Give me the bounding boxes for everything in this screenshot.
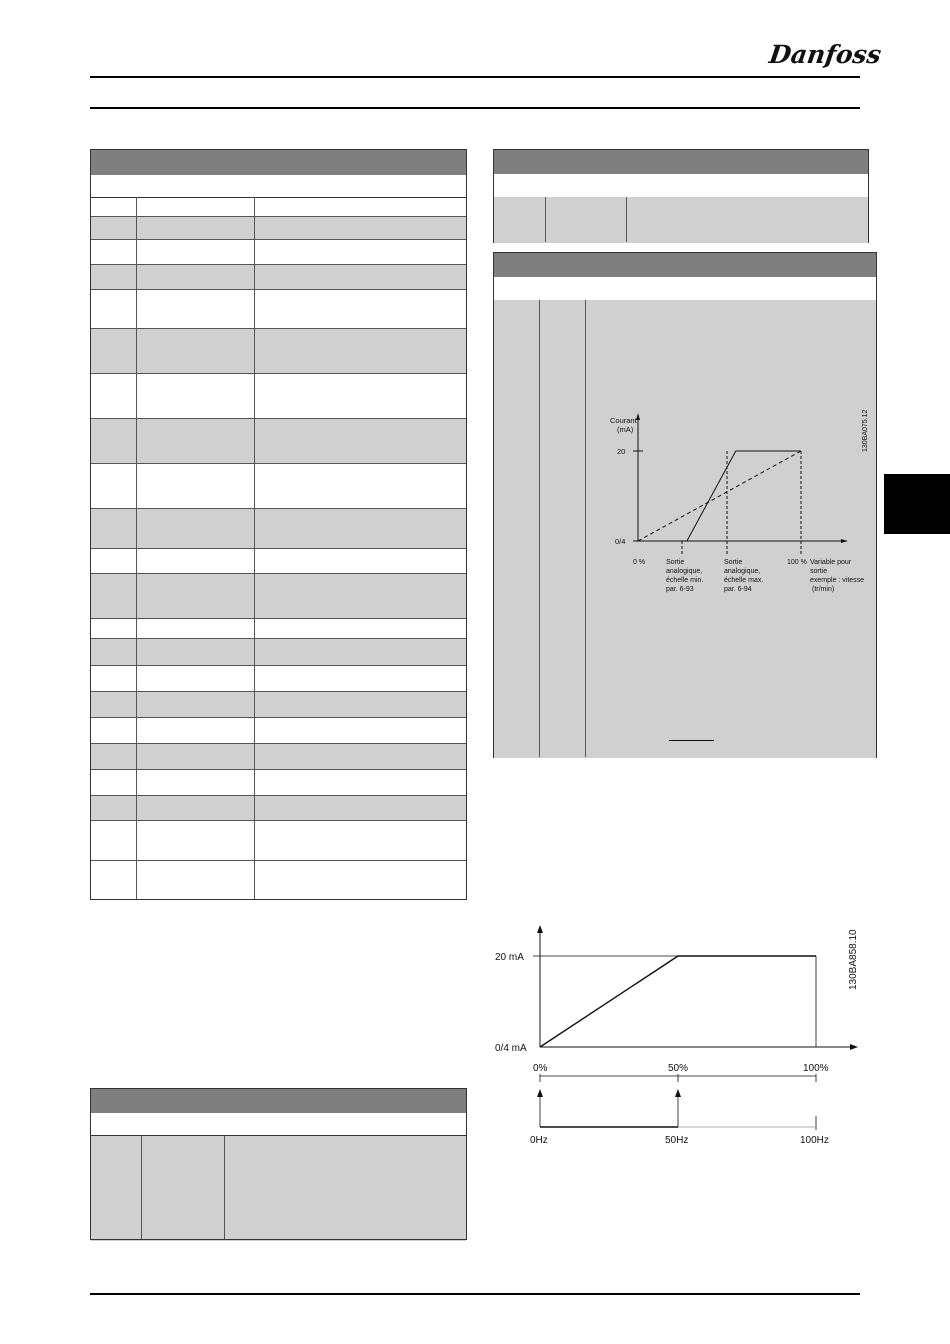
scale-max-label: Sortie	[724, 559, 743, 566]
parameter-table-top-right	[493, 149, 869, 243]
y-axis-label-line2: (mA)	[617, 425, 634, 434]
table-row	[91, 619, 466, 639]
scale-min-label: par. 6-93	[666, 586, 694, 593]
pct-tick-label: 100%	[803, 1063, 829, 1074]
pct-tick-label: 0%	[533, 1063, 548, 1074]
y-tick-label: 20	[617, 447, 626, 456]
scale-min-label: Sortie	[666, 559, 685, 566]
hz-tick-label: 100Hz	[800, 1135, 829, 1146]
frequency-mapping-chart	[490, 920, 870, 1150]
table-row	[91, 265, 466, 290]
scale-max-label: échelle max.	[724, 577, 764, 584]
y-tick-label: 0/4	[615, 537, 626, 546]
table-row	[91, 290, 466, 329]
x-tick-label: 100 %	[787, 559, 807, 566]
table-row	[91, 374, 466, 419]
table-row	[91, 770, 466, 796]
table-row	[91, 718, 466, 744]
figure-id: 130BA075.12	[862, 409, 869, 452]
parameter-table-bottom-left	[90, 1088, 467, 1240]
chapter-tab	[884, 474, 950, 534]
table-row	[91, 1136, 466, 1241]
y-axis-label-line1: Courant	[610, 416, 637, 425]
x-axis-label: (tr/min)	[812, 586, 835, 593]
scale-max-label: analogique,	[724, 568, 761, 575]
header-rule-bottom	[90, 107, 860, 109]
x-axis-label: sortie	[810, 568, 828, 575]
y-tick-label: 0/4 mA	[495, 1043, 527, 1054]
hz-tick-label: 50Hz	[665, 1135, 689, 1146]
series-line	[540, 956, 816, 1047]
table-subheader	[494, 174, 868, 198]
table-row	[91, 509, 466, 549]
table-row	[91, 692, 466, 718]
options-table	[90, 149, 467, 900]
table-row	[91, 329, 466, 374]
table-row	[91, 217, 466, 240]
table-row	[91, 464, 466, 509]
table-header	[494, 253, 876, 277]
table-row	[91, 419, 466, 464]
header-rule-top	[90, 76, 860, 78]
y-tick-label: 20 mA	[495, 952, 524, 963]
scale-max-label: par. 6-94	[724, 586, 752, 593]
x-axis-label: exemple : vitesse	[810, 577, 865, 584]
table-header	[494, 150, 868, 174]
table-row	[494, 197, 868, 243]
footer-rule	[90, 1293, 860, 1295]
table-row	[91, 666, 466, 692]
scale-min-label: échelle min.	[666, 577, 704, 584]
table-row	[91, 744, 466, 770]
x-tick-label: 0 %	[633, 559, 646, 566]
table-row	[91, 574, 466, 619]
pct-tick-label: 50%	[668, 1063, 689, 1074]
table-subheader	[494, 277, 876, 301]
table-row	[91, 639, 466, 666]
table-subheader	[91, 175, 466, 198]
table-row	[91, 821, 466, 861]
table-row	[91, 240, 466, 265]
hz-tick-label: 0Hz	[530, 1135, 548, 1146]
danfoss-logo	[767, 36, 884, 72]
series-line-dashed	[638, 451, 801, 541]
analog-output-chart	[600, 400, 880, 600]
scale-min-label: analogique,	[666, 568, 703, 575]
table-subheader	[91, 1113, 466, 1136]
table-row	[91, 796, 466, 821]
table-header	[91, 1089, 466, 1113]
table-row	[91, 549, 466, 574]
table-row	[91, 198, 466, 217]
x-axis-label: Variable pour	[810, 559, 852, 566]
table-header	[91, 150, 466, 175]
figure-id: 130BA858.10	[848, 929, 859, 990]
underline-mark	[669, 740, 714, 741]
logo-text: Danfoss	[767, 39, 884, 69]
